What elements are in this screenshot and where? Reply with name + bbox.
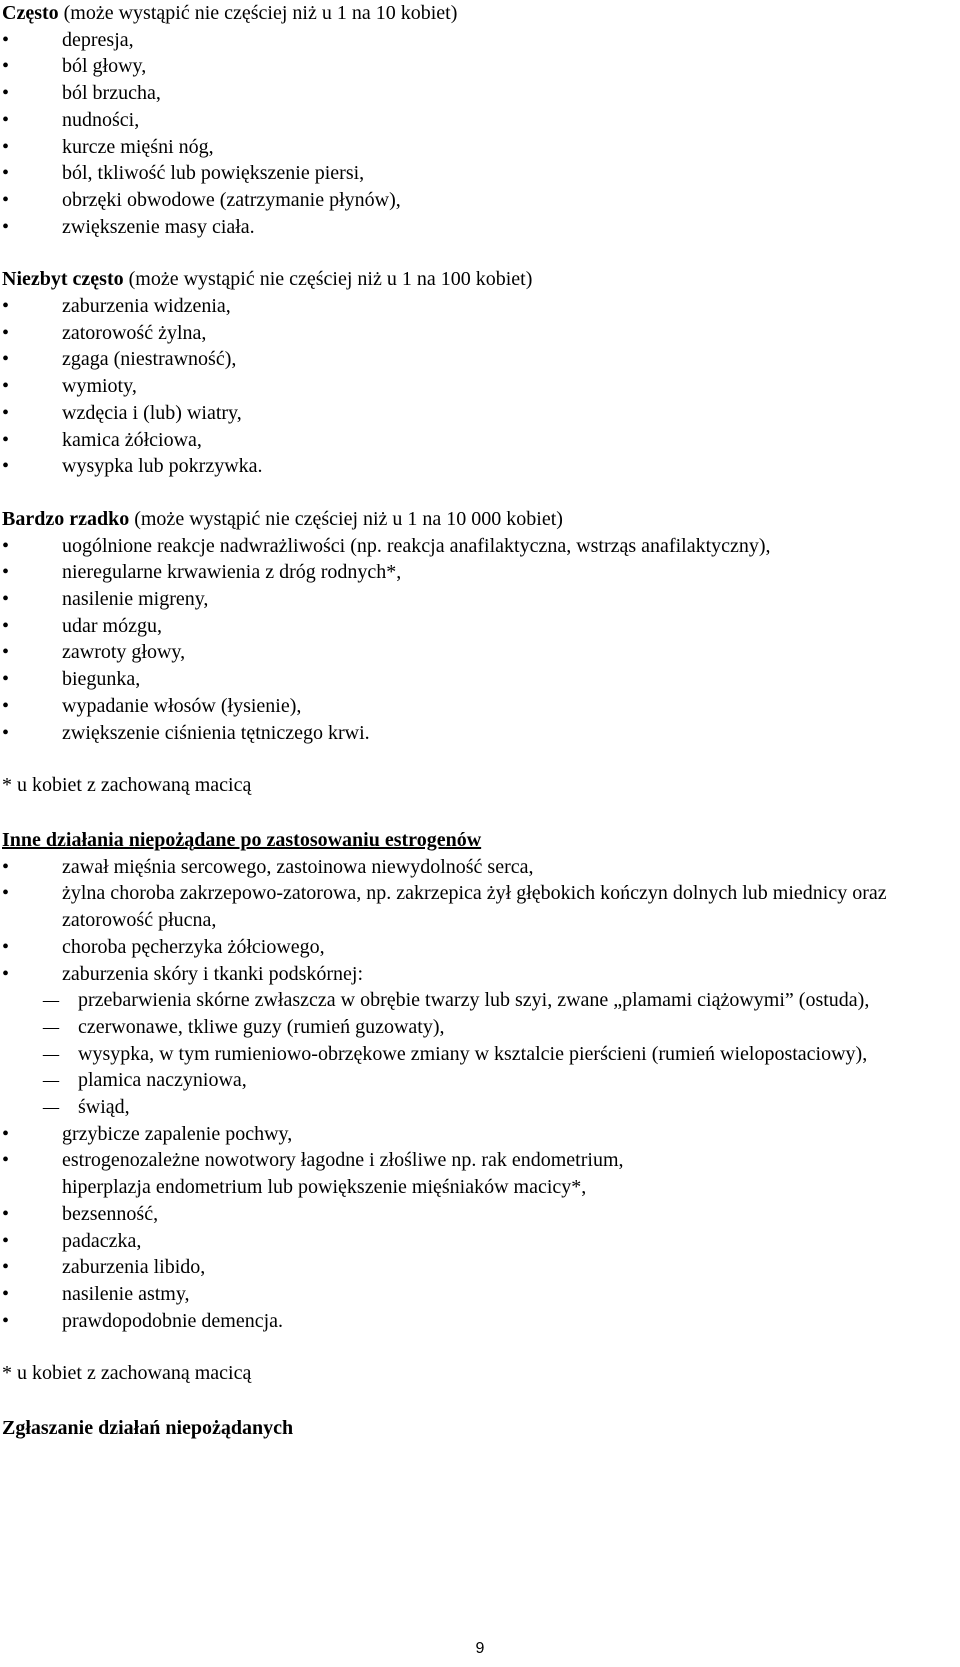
section-heading: Niezbyt często (może wystąpić nie częściej niż u 1 na 100 kobiet): [2, 268, 533, 291]
list-item: • zatorowość żylna,: [0, 320, 960, 347]
dash-sublist: [0, 987, 960, 1121]
bullet-list: [0, 1121, 960, 1174]
list-item: • nasilenie astmy,: [0, 1281, 960, 1308]
section-heading: Bardzo rzadko (może wystąpić nie częściej niż u 1 na 10 000 kobiet): [2, 507, 563, 530]
list-item: • kurcze mięśni nóg,: [0, 134, 960, 161]
list-item: • obrzęki obwodowe (zatrzymanie płynów),: [0, 187, 960, 214]
bullet-list: [0, 533, 960, 747]
list-item: • zwiększenie ciśnienia tętniczego krwi.: [0, 720, 960, 747]
sub-list-item: – wysypka, w tym rumieniowo-obrzękowe zmiany w ksztalcie pierścieni (rumień wielopostaciowy),: [0, 1041, 960, 1068]
list-item: • żylna choroba zakrzepowo-zatorowa, np. zakrzepica żył głębokich kończyn dolnych lub miednicy oraz zatorowość płucna,: [0, 880, 960, 933]
list-item: • grzybicze zapalenie pochwy,: [0, 1121, 960, 1148]
list-item: • depresja,: [0, 27, 960, 54]
section-heading: Często (może wystąpić nie częściej niż u 1 na 10 kobiet): [2, 2, 458, 24]
section-heading-reporting: Zgłaszanie działań niepożądanych: [2, 1417, 294, 1440]
list-item: • wymioty,: [0, 373, 960, 400]
footnote: * u kobiet z zachowaną macicą: [2, 774, 252, 797]
list-item: • udar mózgu,: [0, 613, 960, 640]
list-item: • ból brzucha,: [0, 80, 960, 107]
sub-list-item: – plamica naczyniowa,: [0, 1067, 960, 1094]
list-item: • zaburzenia skóry i tkanki podskórnej:: [0, 961, 960, 988]
list-item: • wypadanie włosów (łysienie),: [0, 693, 960, 720]
list-item: • padaczka,: [0, 1228, 960, 1255]
list-item: • nasilenie migreny,: [0, 586, 960, 613]
bullet-list: [0, 27, 960, 241]
list-item: • ból, tkliwość lub powiększenie piersi,: [0, 160, 960, 187]
list-item: • prawdopodobnie demencja.: [0, 1308, 960, 1335]
section-uncommon: [0, 266, 960, 480]
list-item: • zaburzenia widzenia,: [0, 293, 960, 320]
sub-list-item: – świąd,: [0, 1094, 960, 1121]
list-item: • zawroty głowy,: [0, 639, 960, 666]
list-item: • kamica żółciowa,: [0, 427, 960, 454]
list-item: • choroba pęcherzyka żółciowego,: [0, 934, 960, 961]
section-heading: Inne działania niepożądane po zastosowaniu estrogenów: [2, 828, 482, 851]
list-item: • zwiększenie masy ciała.: [0, 214, 960, 241]
bullet-list: [0, 293, 960, 480]
section-other-effects: [0, 827, 960, 1334]
list-item: • biegunka,: [0, 666, 960, 693]
sub-list-item: – przebarwienia skórne zwłaszcza w obrębie twarzy lub szyi, zwane „plamami ciążowymi” (ostuda),: [0, 987, 960, 1014]
list-item: • wysypka lub pokrzywka.: [0, 453, 960, 480]
page-number: 9: [475, 1640, 485, 1657]
list-item-continuation: hiperplazja endometrium lub powiększenie mięśniaków macicy*,: [62, 1176, 587, 1199]
footnote: * u kobiet z zachowaną macicą: [2, 1362, 252, 1385]
list-item: • zawał mięśnia sercowego, zastoinowa niewydolność serca,: [0, 854, 960, 881]
list-item: • uogólnione reakcje nadwrażliwości (np. reakcja anafilaktyczna, wstrząs anafilaktyczny),: [0, 533, 960, 560]
sub-list-item: – czerwonawe, tkliwe guzy (rumień guzowaty),: [0, 1014, 960, 1041]
section-common: [0, 0, 960, 240]
list-item: • bezsenność,: [0, 1201, 960, 1228]
bullet-list: [0, 854, 960, 988]
bullet-list: [0, 1201, 960, 1335]
section-very-rare: [0, 506, 960, 746]
list-item: • zgaga (niestrawność),: [0, 346, 960, 373]
list-item: • wzdęcia i (lub) wiatry,: [0, 400, 960, 427]
list-item: • ból głowy,: [0, 53, 960, 80]
list-item: • zaburzenia libido,: [0, 1254, 960, 1281]
list-item: • nieregularne krwawienia z dróg rodnych*,: [0, 559, 960, 586]
list-item: • estrogenozależne nowotwory łagodne i złośliwe np. rak endometrium,: [0, 1147, 960, 1174]
list-item: • nudności,: [0, 107, 960, 134]
